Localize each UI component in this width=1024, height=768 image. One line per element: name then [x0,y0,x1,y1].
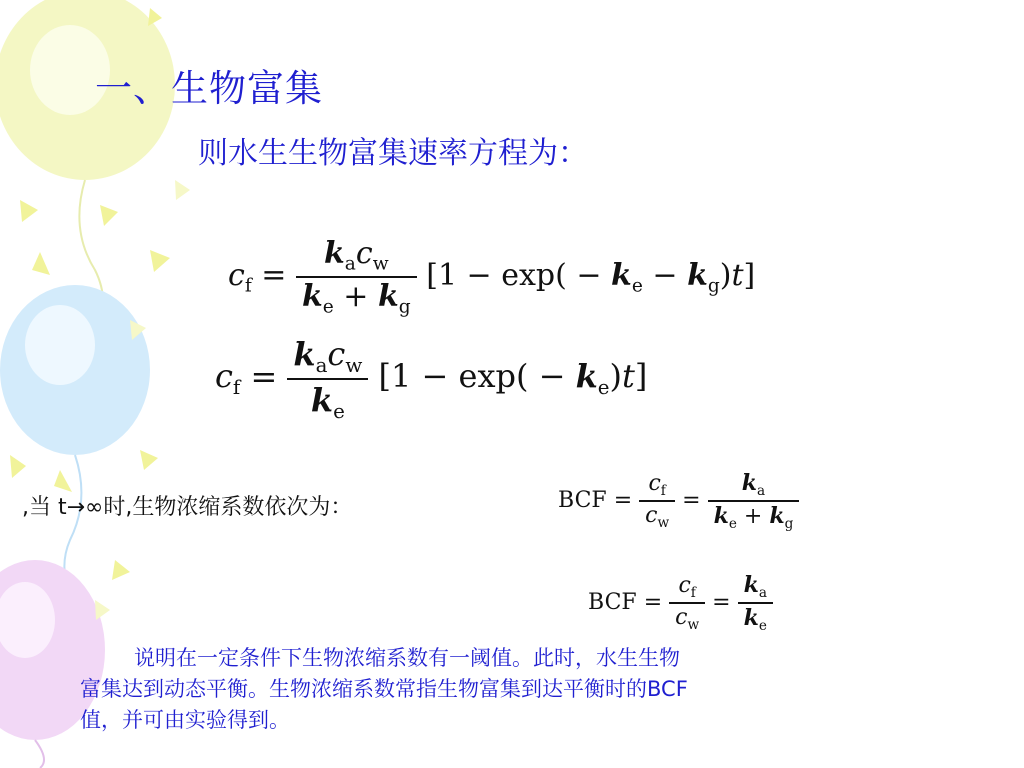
eq1-rhs: $[1 - \exp( - k_e - k_g)t]$ [426,257,756,296]
bcf-equation-with-growth [558,470,799,532]
eq1-equals: = [261,257,287,293]
eq2-lhs: $c_f$ [215,357,241,400]
equation-growth-dilution [228,236,755,317]
bcf1-fraction-concentration: $\frac{c_f}{c_w}$ [639,471,675,531]
slide-subtitle: 则水生生物富集速率方程为： [198,136,588,171]
bcf2-fraction-concentration: $\frac{c_f}{c_w}$ [669,573,705,633]
bcf2-label: BCF [588,589,637,615]
bcf2-equals-2: = [712,589,731,615]
limit-condition-text: ,当 t→∞时,生物浓缩系数依次为： [22,495,353,520]
bcf-equation-no-growth [588,572,773,634]
explanation-line-1: 说明在一定条件下生物浓缩系数有一阈值。此时，水生生物 [134,646,680,670]
explanation-line-2: 富集达到动态平衡。生物浓缩系数常指生物富集到达平衡时的BCF [80,677,688,701]
bcf2-equals: = [643,589,663,615]
equation-no-growth [215,335,647,423]
explanation-paragraph [80,643,960,736]
bcf2-fraction-rates: $\frac{k_a}{k_e}$ [738,572,773,634]
eq2-fraction: $\frac{k_ac_w}{k_e}$ [287,335,368,423]
eq1-fraction: $\frac{k_ac_w}{k_e + k_g}$ [296,236,417,317]
eq1-lhs: $c_f$ [228,257,252,296]
eq2-rhs: $[1 - \exp( - k_e)t]$ [378,357,648,400]
explanation-line-3: 值，并可由实验得到。 [80,708,290,732]
bcf1-equals-2: = [682,487,701,513]
bcf1-label: BCF [558,487,607,513]
slide-title: 一、生物富集 [95,67,323,110]
bcf1-equals: = [613,487,633,513]
bcf1-fraction-rates: $\frac{k_a}{k_e + k_g}$ [708,470,800,532]
eq2-equals: = [250,357,278,396]
balloon-blue [0,285,150,610]
